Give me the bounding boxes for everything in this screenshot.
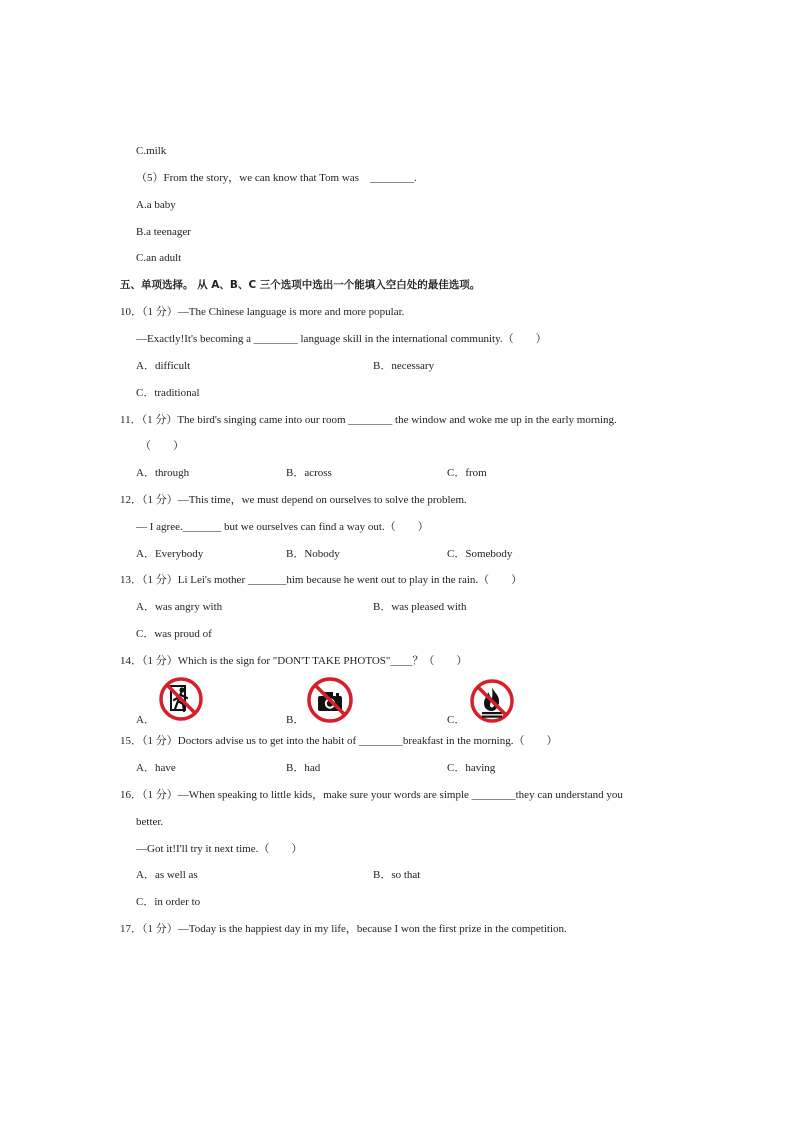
q15-option-c[interactable]: C．having: [447, 762, 496, 774]
q10-option-b[interactable]: B．necessary: [373, 360, 435, 372]
q12-stem-line2: — I agree._______ but we ourselves can find a way out.（ ）: [136, 521, 429, 533]
section-heading: 五、单项选择。 从 A、B、C 三个选项中选出一个能填入空白处的最佳选项。: [120, 279, 481, 291]
q11-option-b[interactable]: B．across: [286, 467, 332, 479]
q10-option-c[interactable]: C．traditional: [136, 387, 200, 399]
q16-stem-line3: —Got it!I'll try it next time.（ ）: [136, 843, 303, 855]
q14-stem: 14．（1 分）Which is the sign for "DON'T TAKE PHOTOS"____？（ ）: [120, 655, 468, 667]
q10-stem-line2: —Exactly!It's becoming a ________ language skill in the international community.（ ）: [136, 333, 547, 345]
q9-option-c: C.milk: [136, 145, 167, 157]
q11-stem-line2: （ ）: [140, 440, 184, 452]
q9-sub5-option-a: A.a baby: [136, 199, 176, 211]
q16-stem: 16．（1 分）—When speaking to little kids，make sure your words are simple ________they can understand you: [120, 789, 623, 801]
no-entry-running-person-sign-icon[interactable]: [158, 676, 204, 722]
q13-option-a[interactable]: A．was angry with: [136, 601, 223, 613]
q14-option-c[interactable]: C．: [447, 714, 466, 726]
q13-option-c[interactable]: C．was proud of: [136, 628, 212, 640]
q16-option-c[interactable]: C．in order to: [136, 896, 201, 908]
q13-stem: 13．（1 分）Li Lei's mother _______him because he went out to play in the rain.（ ）: [120, 574, 523, 586]
q9-sub5-stem: （5）From the story，we can know that Tom was ________.: [136, 172, 417, 184]
q11-option-a[interactable]: A．through: [136, 467, 190, 479]
q10-stem: 10．（1 分）—The Chinese language is more and more popular.: [120, 306, 405, 318]
q14-option-a[interactable]: A．: [136, 714, 155, 726]
q11-option-c[interactable]: C．from: [447, 467, 487, 479]
q12-stem: 12．（1 分）—This time，we must depend on ourselves to solve the problem.: [120, 494, 467, 506]
q13-option-b[interactable]: B．was pleased with: [373, 601, 467, 613]
q9-sub5-option-c: C.an adult: [136, 252, 182, 264]
q16-option-a[interactable]: A．as well as: [136, 869, 198, 881]
q14-option-b[interactable]: B．: [286, 714, 305, 726]
q15-option-b[interactable]: B．had: [286, 762, 321, 774]
q15-stem: 15．（1 分）Doctors advise us to get into the habit of ________breakfast in the morning.（ ）: [120, 735, 558, 747]
q16-option-b[interactable]: B．so that: [373, 869, 421, 881]
q10-option-a[interactable]: A．difficult: [136, 360, 191, 372]
q11-stem: 11．（1 分）The bird's singing came into our room ________ the window and woke me up in the early morning.: [120, 414, 617, 426]
q9-sub5-option-b: B.a teenager: [136, 226, 191, 238]
q12-option-c[interactable]: C．Somebody: [447, 548, 513, 560]
no-camera-sign-icon[interactable]: [306, 676, 354, 724]
q12-option-b[interactable]: B．Nobody: [286, 548, 340, 560]
no-open-fire-sign-icon[interactable]: [469, 678, 515, 724]
q16-stem-line2: better.: [136, 816, 164, 828]
q12-option-a[interactable]: A．Everybody: [136, 548, 204, 560]
q17-stem: 17．（1 分）—Today is the happiest day in my life，because I won the first prize in the competition.: [120, 923, 567, 935]
q15-option-a[interactable]: A．have: [136, 762, 176, 774]
